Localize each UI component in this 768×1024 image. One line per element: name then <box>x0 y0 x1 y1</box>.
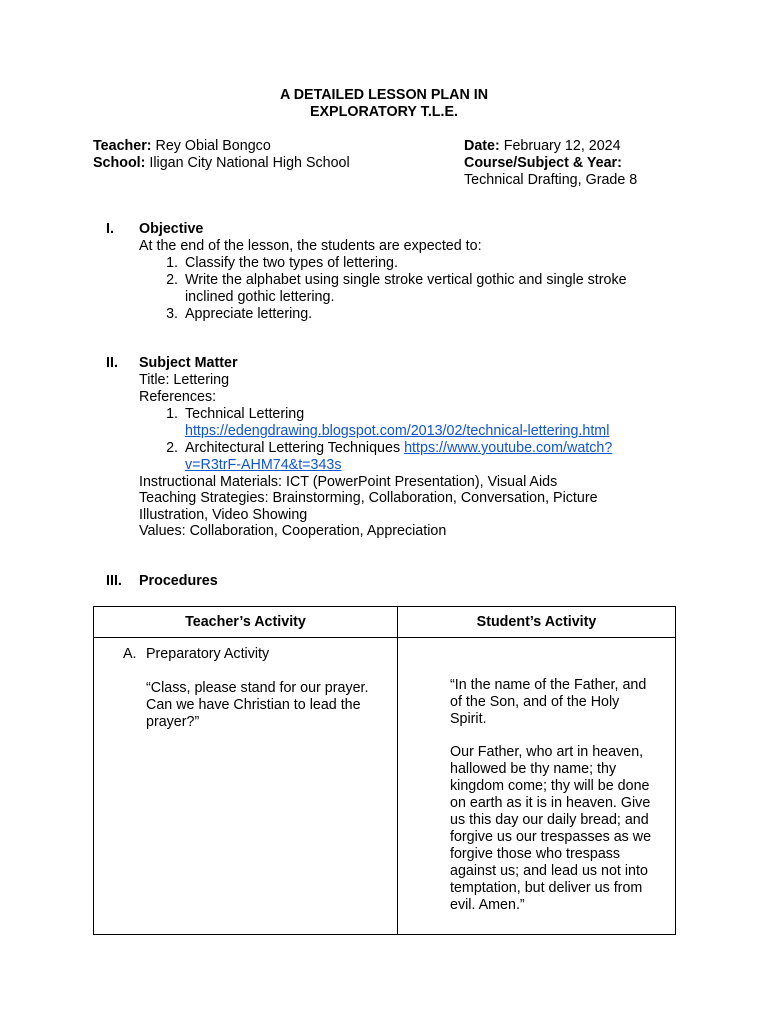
title-line-1: A DETAILED LESSON PLAN IN <box>279 87 489 103</box>
date-value: February 12, 2024 <box>503 138 621 154</box>
student-line: “In the name of the Father, and <box>450 677 647 693</box>
student-line: Spirit. <box>450 711 487 727</box>
objective-item: Appreciate lettering. <box>185 306 313 322</box>
teacher-row <box>93 138 271 155</box>
student-line: hallowed be thy name; thy <box>450 761 617 777</box>
objective-item-number: 2. <box>166 272 178 288</box>
teacher-line: “Class, please stand for our prayer. <box>146 680 369 696</box>
objective-item: Classify the two types of lettering. <box>185 255 398 271</box>
objective-numeral: I. <box>106 221 114 237</box>
school-label: School: <box>93 155 146 171</box>
reference-link[interactable]: https://edengdrawing.blogspot.com/2013/02/technical-lettering.html <box>185 423 610 439</box>
course-label-text: Course/Subject & Year: <box>464 155 622 171</box>
objective-item-number: 1. <box>166 255 178 271</box>
instructional-materials: Instructional Materials: ICT (PowerPoint Presentation), Visual Aids <box>139 474 558 490</box>
objective-item-continuation: inclined gothic lettering. <box>185 289 335 305</box>
objective-item: Write the alphabet using single stroke vertical gothic and single stroke <box>185 272 627 288</box>
teacher-line: Can we have Christian to lead the <box>146 697 361 713</box>
section-title: Preparatory Activity <box>146 646 270 662</box>
date-label: Date: <box>464 138 500 154</box>
reference-number: 2. <box>166 440 178 456</box>
objective-heading: Objective <box>139 221 204 237</box>
student-line: us this day our daily bread; and <box>450 812 649 828</box>
student-line: forgive us our trespasses as we <box>450 829 652 845</box>
student-line: evil. Amen.” <box>450 897 525 913</box>
student-line: against us; and lead us not into <box>450 863 648 879</box>
procedures-table <box>93 606 676 935</box>
subject-matter-heading: Subject Matter <box>139 355 238 371</box>
teaching-strategies-continuation: Illustration, Video Showing <box>139 507 308 523</box>
teacher-value: Rey Obial Bongco <box>155 138 271 154</box>
school-value: Iligan City National High School <box>149 155 350 171</box>
objective-intro: At the end of the lesson, the students are expected to: <box>139 238 482 254</box>
procedures-numeral: III. <box>106 573 122 589</box>
teacher-line: prayer?” <box>146 714 200 730</box>
section-letter: A. <box>123 646 137 662</box>
student-line: temptation, but deliver us from <box>450 880 643 896</box>
student-line: of the Son, and of the Holy <box>450 694 620 710</box>
reference-row <box>185 440 612 457</box>
student-activity-cell <box>398 638 676 935</box>
student-activity-header: Student’s Activity <box>398 607 676 638</box>
procedures-heading: Procedures <box>139 573 218 589</box>
reference-number: 1. <box>166 406 178 422</box>
date-row <box>464 138 621 155</box>
teacher-label: Teacher: <box>93 138 152 154</box>
student-line: on earth as it is in heaven. Give <box>450 795 651 811</box>
teacher-activity-cell <box>94 638 398 935</box>
lesson-title: Title: Lettering <box>139 372 230 388</box>
course-label <box>464 155 622 172</box>
school-row <box>93 155 350 172</box>
reference-link-continuation[interactable]: v=R3trF-AHM74&t=343s <box>185 457 342 473</box>
course-value: Technical Drafting, Grade 8 <box>464 172 638 188</box>
student-line: forgive those who trespass <box>450 846 621 862</box>
values: Values: Collaboration, Cooperation, Appreciation <box>139 523 447 539</box>
reference-name: Architectural Lettering Techniques <box>185 440 401 456</box>
teaching-strategies: Teaching Strategies: Brainstorming, Collaboration, Conversation, Picture <box>139 490 598 506</box>
teacher-activity-header: Teacher’s Activity <box>94 607 398 638</box>
reference-link[interactable]: https://www.youtube.com/watch? <box>404 440 613 456</box>
subject-matter-numeral: II. <box>106 355 118 371</box>
student-line: kingdom come; thy will be done <box>450 778 650 794</box>
objective-item-number: 3. <box>166 306 178 322</box>
references-label: References: <box>139 389 217 405</box>
reference-name: Technical Lettering <box>185 406 305 422</box>
student-line: Our Father, who art in heaven, <box>450 744 644 760</box>
title-line-2: EXPLORATORY T.L.E. <box>309 104 459 120</box>
